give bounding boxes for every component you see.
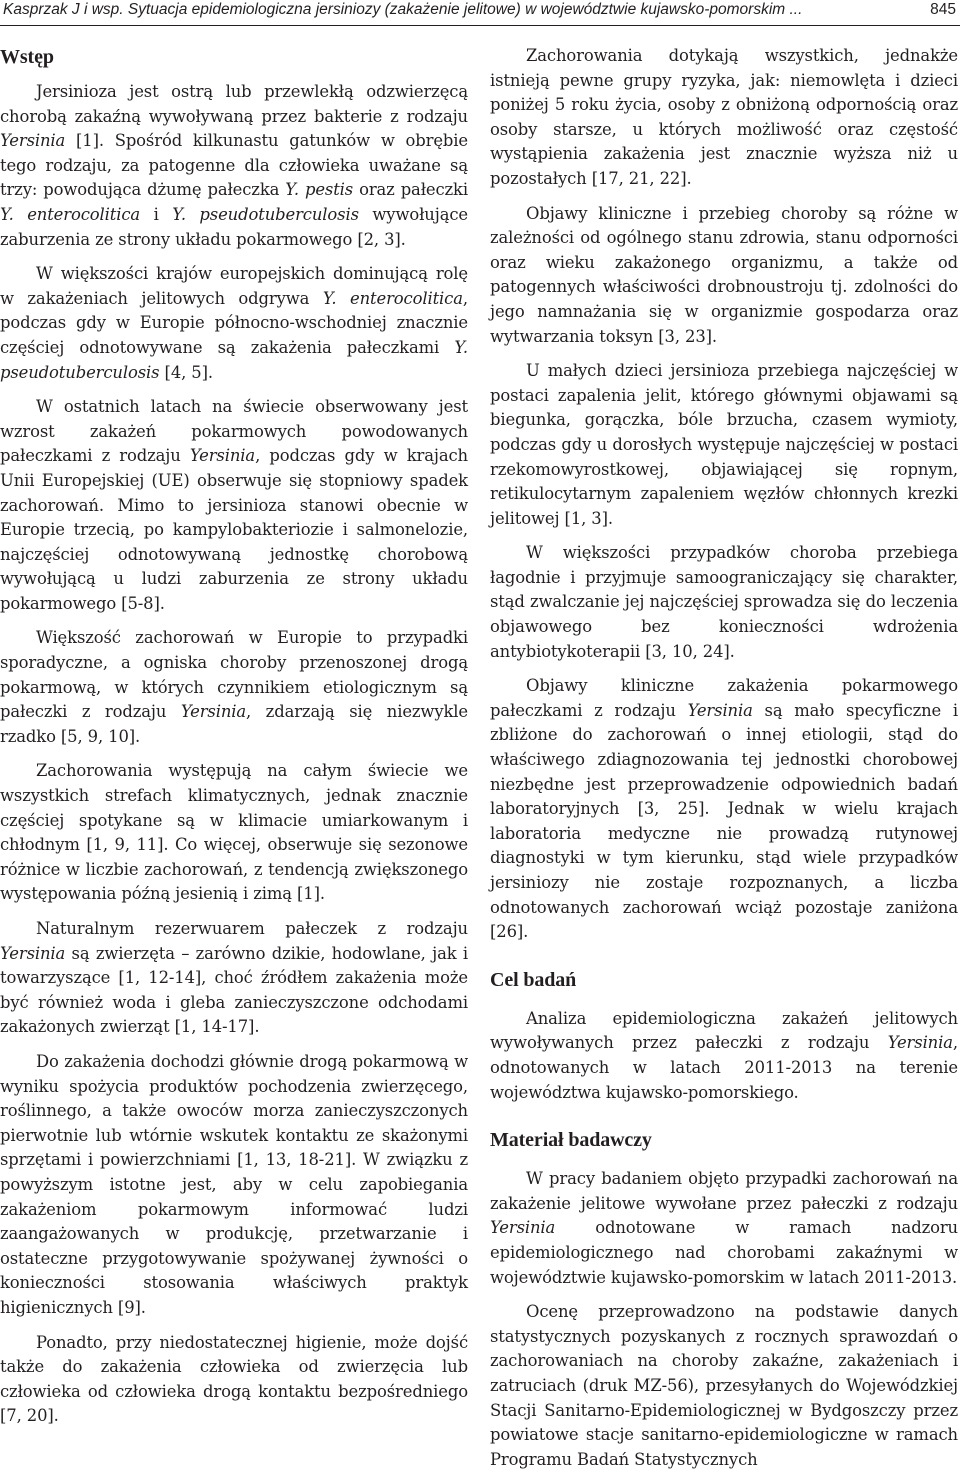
paragraph: Ocenę przeprowadzono na podstawie danych statystycznych pozyskanych z rocznych sprawozdań o zachorowaniach na choroby zakaźne, zakażeniach i zatruciach (druk MZ-56), przesyłanych do Wojewódzkiej Stacji Sanitarno-Epidemiologicznej w Bydgoszczy przez powiatowe stacje sanitarno-epidemiologiczne w ramach Programu Badań Statystycznych xyxy=(490,1302,958,1469)
right-column xyxy=(490,44,958,1482)
paragraph: Do zakażenia dochodzi głównie drogą pokarmową w wyniku spożycia produktów pochodzenia zwierzęcego, roślinnego, a także owoców morza zanieczyszczonych pierwotnie lub wtórnie wskutek kontaktu ze skażonymi sprzętami i powierzchniami [1, 13, 18-21]. W związku z powyższym istotne jest, aby w celu zapobiegania zakażeniom pokarmowym informować ludzi zaangażowanych w produkcję, przetwarzanie i ostateczne przygotowywanie spożywanej żywności o konieczności stosowania właściwych praktyk higienicznych [9]. xyxy=(0,1051,468,1317)
left-column xyxy=(0,42,468,1439)
paragraph: W ostatnich latach na świecie obserwowany jest wzrost zakażeń pokarmowych powodowanych pałeczkami z rodzaju Yersinia, podczas gdy w krajach Unii Europejskiej (UE) obserwuje się stopniowy spadek zachorowań. Mimo to jersinioza stanowi obecnie w Europie trzecią, po kampylobakteriozie i salmonelozie, najczęściej odnotowywaną jednostkę chorobową wywołującą u ludzi zaburzenia ze strony układu pokarmowego [5-8]. xyxy=(0,397,468,613)
page-number: 845 xyxy=(930,1,956,18)
running-header xyxy=(0,0,960,30)
running-title: Kasprzak J i wsp. Sytuacja epidemiologiczna jersiniozy (zakażenie jelitowe) w województwie kujawsko-pomorskim ... xyxy=(3,1,803,18)
paragraph: Większość zachorowań w Europie to przypadki sporadyczne, a ogniska choroby przenoszonej drogą pokarmową, w których czynnikiem etiologicznym są pałeczki z rodzaju Yersinia, zdarzają się niezwykle rzadko [5, 9, 10]. xyxy=(0,628,468,746)
section-title-introduction: Wstęp xyxy=(0,46,54,68)
paragraph: W większości krajów europejskich dominującą rolę w zakażeniach jelitowych odgrywa Y. enterocolitica, podczas gdy w Europie północno-wschodniej znacznie częściej odnotowywane są zakażenia pałeczkami Y. pseudotuberculosis [4, 5]. xyxy=(0,264,468,382)
paragraph: Zachorowania występują na całym świecie we wszystkich strefach klimatycznych, jednak znacznie częściej spotykane są w klimacie umiarkowanym i chłodnym [1, 9, 11]. Co więcej, obserwuje się sezonowe różnice w liczbie zachorowań, z tendencją zwiększonego występowania późną jesienią i zimą [1]. xyxy=(0,761,468,904)
paragraph: U małych dzieci jersinioza przebiega najczęściej w postaci zapalenia jelit, którego głównymi objawami są biegunka, gorączka, bóle brzucha, czasem wymioty, podczas gdy u dorosłych występuje najczęściej w postaci rzekomowyrostkowej, objawiającej się ropnym, retikulocytarnym zapaleniem węzłów chłonnych krezki jelitowej [1, 3]. xyxy=(490,361,958,528)
paragraph: Objawy kliniczne zakażenia pokarmowego pałeczkami z rodzaju Yersinia są mało specyficzne i zbliżone do zachorowań o innej etiologii, stąd do właściwego zdiagnozowania tej jednostki chorobowej niezbędne jest przeprowadzenie odpowiednich badań laboratoryjnych [3, 25]. Jednak w wielu krajach laboratoria medyczne nie prowadzą rutynowej diagnostyki w tym kierunku, stąd wiele przypadków jersiniozy nie zostaje rozpoznanych, a liczba odnotowanych zachorowań wciąż pozostaje zaniżona [26]. xyxy=(490,676,958,942)
paragraph: Analiza epidemiologiczna zakażeń jelitowych wywoływanych przez pałeczki z rodzaju Yersinia, odnotowanych w latach 2011-2013 na terenie województwa kujawsko-pomorskiego. xyxy=(490,1008,958,1102)
section-title-aim: Cel badań xyxy=(490,968,577,991)
section-title-material: Materiał badawczy xyxy=(490,1129,652,1152)
paragraph: Zachorowania dotykają wszystkich, jednakże istnieją pewne grupy ryzyka, jak: niemowlęta i dzieci poniżej 5 roku życia, osoby z obniżoną odpornością oraz osoby starsze, u których możliwość oraz częstość wystąpienia zakażenia jest znacznie wyższa niż u pozostałych [17, 21, 22]. xyxy=(490,46,958,188)
paragraph: Ponadto, przy niedostatecznej higienie, może dojść także do zakażenia człowieka od zwierzęcia lub człowieka od człowieka drogą kontaktu bezpośredniego [7, 20]. xyxy=(0,1332,468,1426)
paragraph: Jersinioza jest ostrą lub przewlekłą odzwierzęcą chorobą zakaźną wywoływaną przez bakterie z rodzaju Yersinia [1]. Spośród kilkunastu gatunków w obrębie tego rodzaju, za patogenne dla człowieka uważane są trzy: powodująca dżumę pałeczka Y. pestis oraz pałeczki Y. enterocolitica i Y. pseudotuberculosis wywołujące zaburzenia ze strony układu pokarmowego [2, 3]. xyxy=(0,82,468,249)
paragraph: W pracy badaniem objęto przypadki zachorowań na zakażenie jelitowe wywołane przez pałeczki z rodzaju Yersinia odnotowane w ramach nadzoru epidemiologicznego nad chorobami zakaźnymi w województwie kujawsko-pomorskim w latach 2011-2013. xyxy=(490,1169,958,1287)
header-rule xyxy=(0,25,960,26)
paragraph: Objawy kliniczne i przebieg choroby są różne w zależności od ogólnego stanu zdrowia, stanu odporności oraz wieku zakażonego organizmu, a także od patogennych właściwości drobnoustroju tj. zdolności do jego namnażania się w organizmie gospodarza oraz wytwarzania toksyn [3, 23]. xyxy=(490,203,958,346)
paragraph: W większości przypadków choroba przebiega łagodnie i przyjmuje samoograniczający się charakter, stąd zwalczanie jej najczęściej sprowadza się do leczenia objawowego bez konieczności wdrożenia antybiotykoterapii [3, 10, 24]. xyxy=(490,543,958,661)
paragraph: Naturalnym rezerwuarem pałeczek z rodzaju Yersinia są zwierzęta – zarówno dzikie, hodowlane, jak i towarzyszące [1, 12-14], choć źródłem zakażenia może być również woda i gleba zanieczyszczone odchodami zakażonych zwierząt [1, 14-17]. xyxy=(0,919,468,1037)
